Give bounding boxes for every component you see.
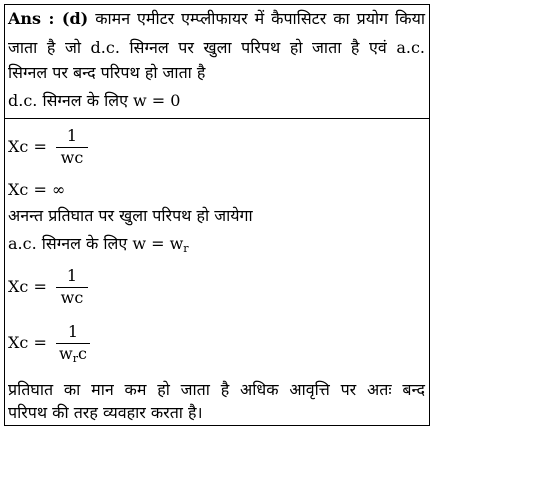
equation-3-numerator: 1 <box>66 266 78 285</box>
equation-2: Xc = ∞ <box>8 180 66 199</box>
infinite-reactance-statement: अनन्त प्रतिघात पर खुला परिपथ हो जायेगा <box>8 206 253 225</box>
equation-3-fraction <box>56 267 88 307</box>
intro-line-3: सिग्नल पर बन्द परिपथ हो जाता है <box>8 63 206 82</box>
equation-4-denominator-subscript: r <box>72 352 78 365</box>
equation-4-fraction <box>56 323 90 363</box>
equation-4-denominator-c: c <box>78 344 87 363</box>
equation-3-lhs: Xc = <box>8 277 47 296</box>
answer-table <box>4 4 430 426</box>
equation-3-denominator: wc <box>60 288 84 307</box>
intro-line-2: जाता है जो d.c. सिग्नल पर खुला परिपथ हो जाता है एवं a.c. <box>8 38 425 57</box>
equation-1-lhs: Xc = <box>8 137 47 156</box>
intro-text-1: कामन एमीटर एम्प्लीफायर में कैपासिटर का प्रयोग किया <box>88 9 425 28</box>
answer-label: Ans : (d) <box>8 9 89 28</box>
equation-1-fraction <box>56 127 88 167</box>
intro-line-1 <box>8 9 425 29</box>
dc-condition: d.c. सिग्नल के लिए w = 0 <box>8 91 181 110</box>
equation-1-denominator: wc <box>60 148 84 167</box>
ac-condition-text: a.c. सिग्नल के लिए w = w <box>8 234 184 253</box>
ac-condition <box>8 234 189 254</box>
equation-1-numerator: 1 <box>66 126 78 145</box>
conclusion-line-2: परिपथ की तरह व्यवहार करता है। <box>8 403 203 422</box>
conclusion-line-1: प्रतिघात का मान कम हो जाता है अधिक आवृत्ति पर अतः बन्द <box>8 380 425 399</box>
equation-4-lhs: Xc = <box>8 333 47 352</box>
equation-4-denominator <box>56 345 90 363</box>
answer-intro-cell <box>5 5 429 119</box>
equation-4-denominator-w: w <box>59 344 73 363</box>
ac-condition-subscript: r <box>183 242 189 255</box>
equation-4-numerator: 1 <box>67 322 79 341</box>
